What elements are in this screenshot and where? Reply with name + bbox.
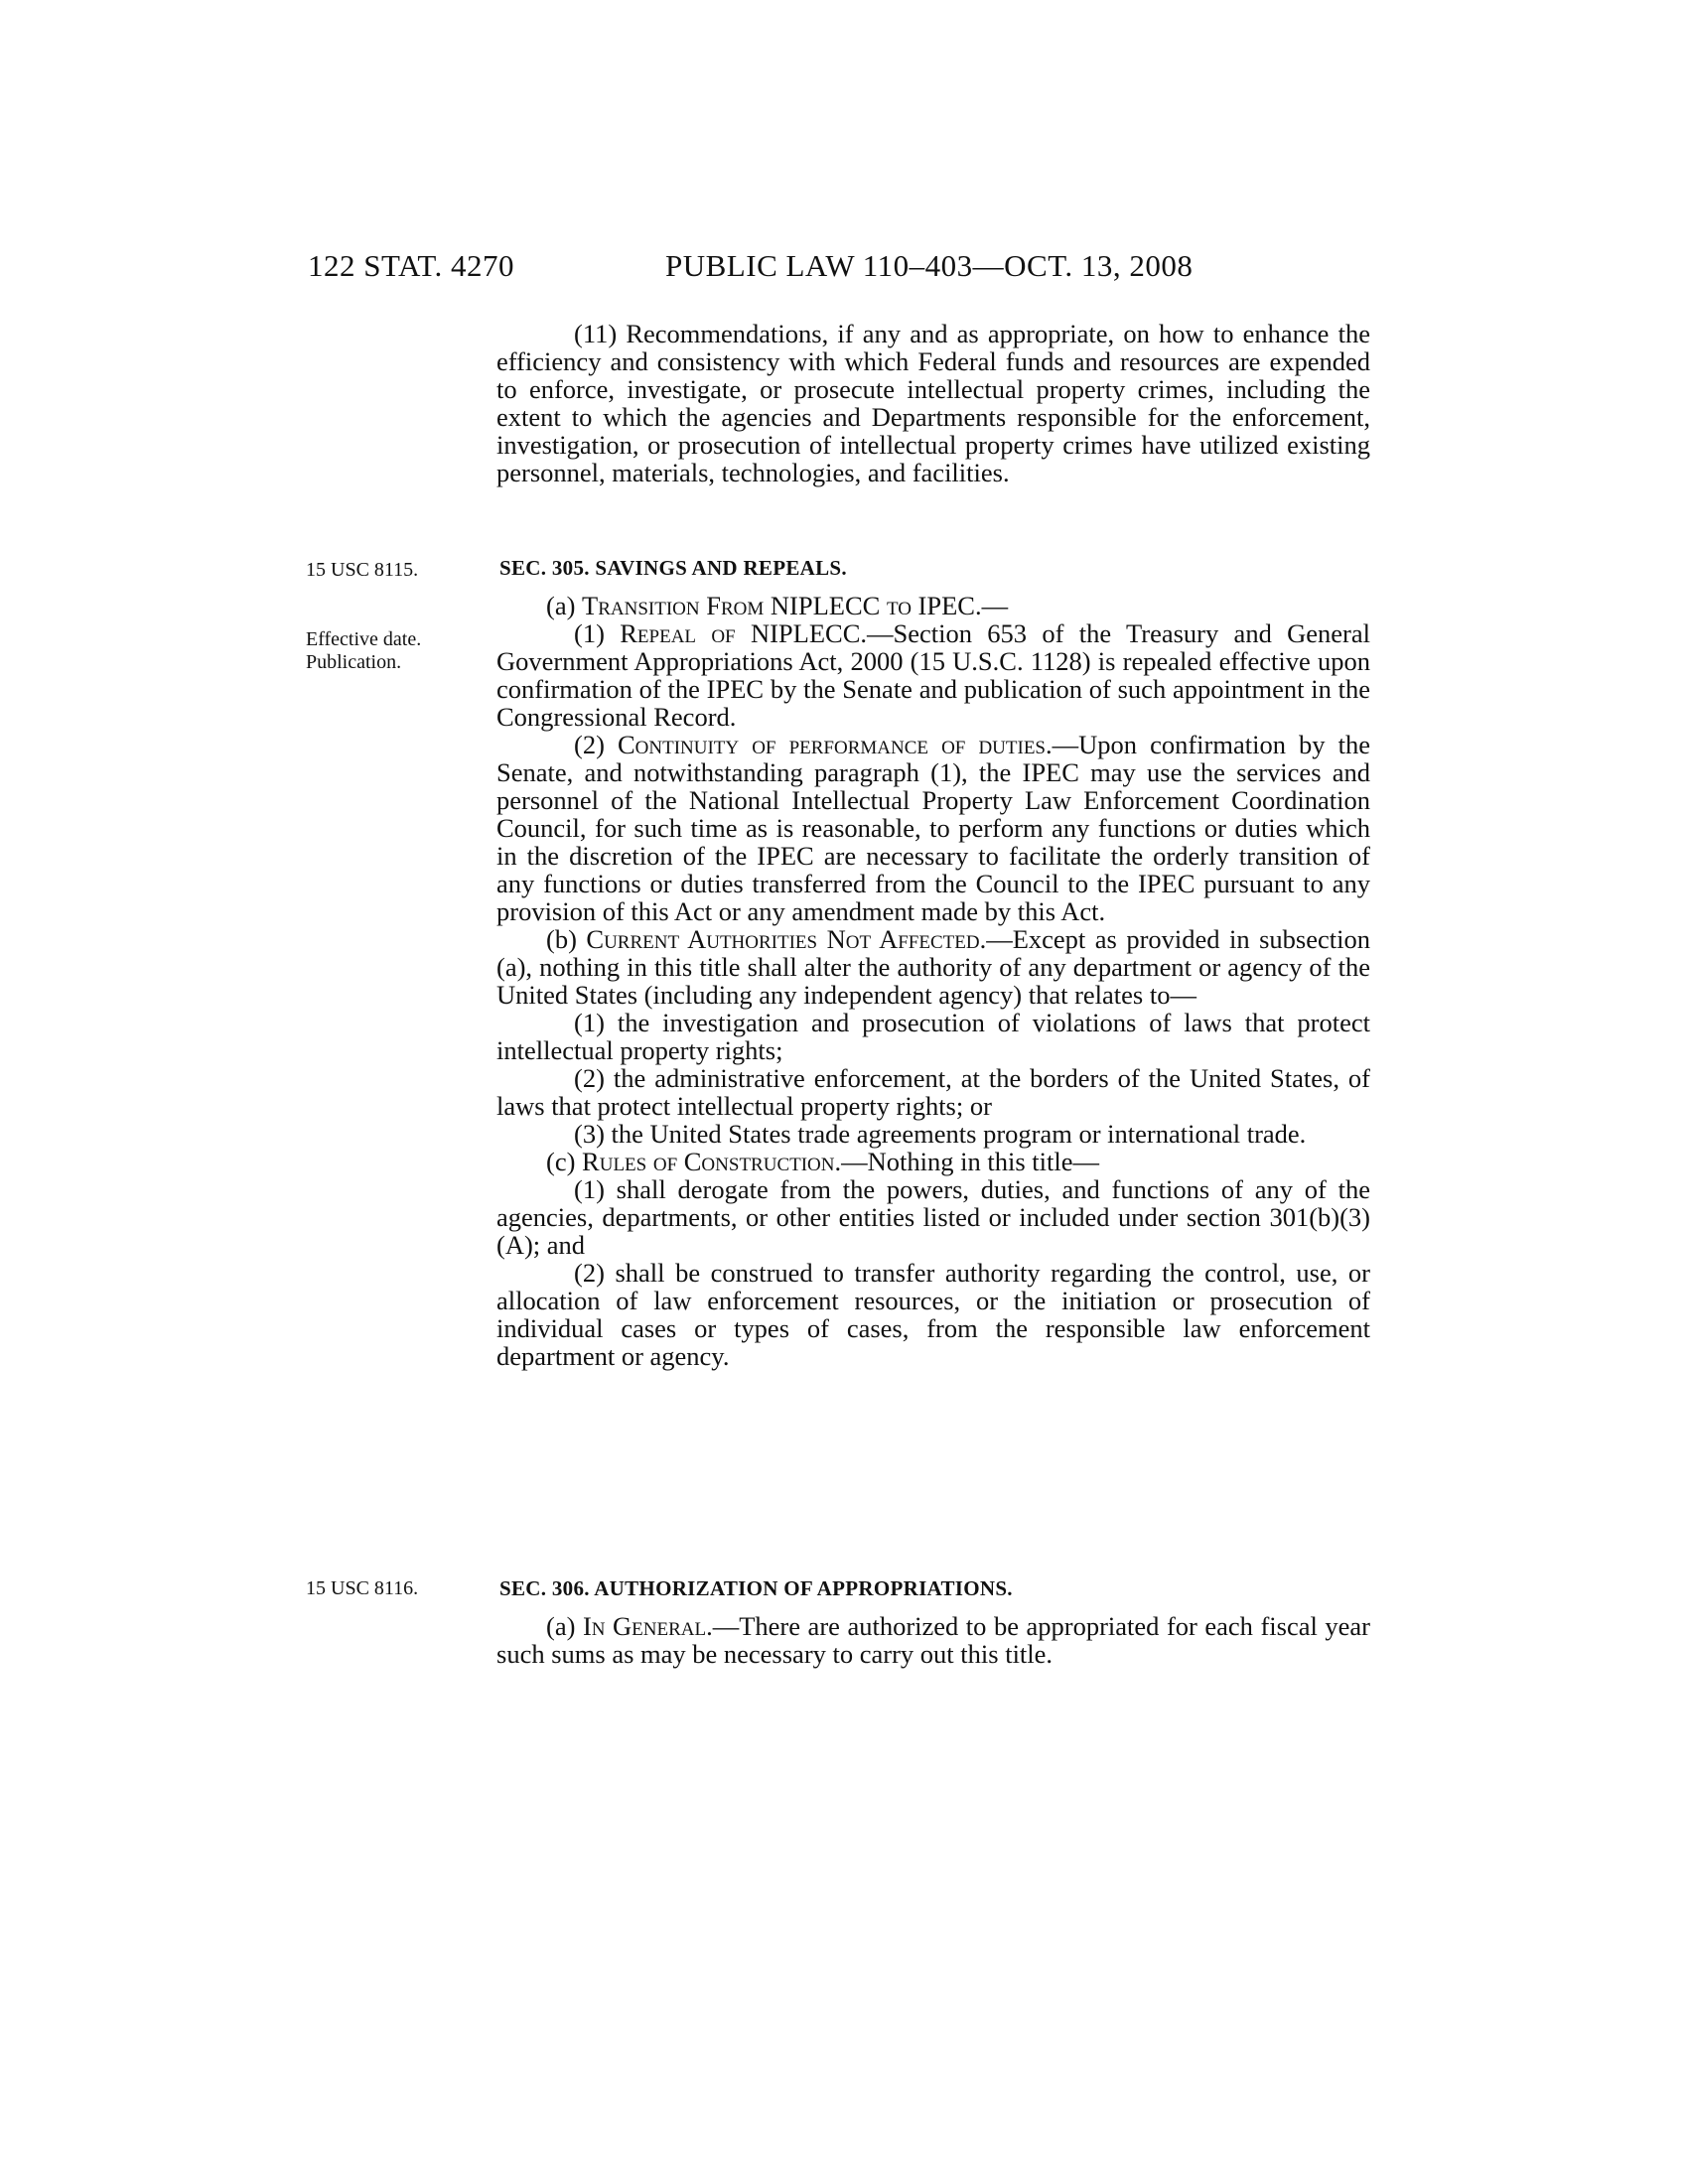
subsection-c-1: (1) shall derogate from the powers, duties, and functions of any of the agencies, departments, or other entities listed or included under section 301(b)(3)(A); and: [496, 1174, 1370, 1260]
section-306-subsection-a: (a) In General.—There are authorized to be appropriated for each fiscal year such sums as may be necessary to carry out this title.: [496, 1611, 1370, 1669]
subsection-b: (b) Current Authorities Not Affected.—Except as provided in subsection (a), nothing in this title shall alter the authority of any department or agency of the United States (including any independent agency) that relates to—: [496, 924, 1370, 1010]
section-305-heading: SEC. 305. SAVINGS AND REPEALS.: [499, 556, 847, 580]
subsection-b-1: (1) the investigation and prosecution of violations of laws that protect intellectual property rights;: [496, 1008, 1370, 1065]
margin-note-effective-date: Effective date.: [306, 628, 422, 650]
subsection-c: (c) Rules of Construction.—Nothing in this title—: [546, 1147, 1099, 1176]
margin-note-publication: Publication.: [306, 651, 402, 673]
subsection-a-2: (2) Continuity of performance of duties.—Upon confirmation by the Senate, and notwithstanding paragraph (1), the IPEC may use the services and personnel of the National Intellectual Property Law Enforcement Coordination Council, for such time as is reasonable, to perform any functions or duties which in the discretion of the IPEC are necessary to facilitate the orderly transition of any functions or duties transferred from the Council to the IPEC pursuant to any provision of this Act or any amendment made by this Act.: [496, 730, 1370, 926]
section-306-heading: SEC. 306. AUTHORIZATION OF APPROPRIATIONS.: [499, 1576, 1013, 1600]
subsection-c-2: (2) shall be construed to transfer authority regarding the control, use, or allocation of law enforcement resources, or the initiation or prosecution of individual cases or types of cases, from the responsible law enforcement department or agency.: [496, 1258, 1370, 1371]
margin-note-usc-8115: 15 USC 8115.: [306, 559, 419, 581]
page-header: [0, 248, 1688, 292]
paragraph-11: (11) Recommendations, if any and as appropriate, on how to enhance the efficiency and consistency with which Federal funds and resources are expended to enforce, investigate, or prosecute intellectual property crimes, including the extent to which the agencies and Departments responsible for the enforcement, investigation, or prosecution of intellectual property crimes have utilized existing personnel, materials, technologies, and facilities.: [496, 319, 1370, 487]
subsection-b-3: (3) the United States trade agreements program or international trade.: [574, 1119, 1307, 1149]
page-title: PUBLIC LAW 110–403—OCT. 13, 2008: [665, 248, 1194, 283]
stat-reference: 122 STAT. 4270: [308, 248, 515, 283]
section-306-body: [496, 1612, 1370, 1668]
margin-note-usc-8116: 15 USC 8116.: [306, 1577, 419, 1599]
subsection-b-2: (2) the administrative enforcement, at the borders of the United States, of laws that protect intellectual property rights; or: [496, 1063, 1370, 1121]
subsection-a-heading: (a) Transition From NIPLECC to IPEC.—: [546, 591, 1009, 620]
subsection-a-1: (1) Repeal of NIPLECC.—Section 653 of the Treasury and General Government Appropriations Act, 2000 (15 U.S.C. 1128) is repealed effective upon confirmation of the IPEC by the Senate and publication of such appointment in the Congressional Record.: [496, 618, 1370, 732]
section-305-body: [496, 592, 1370, 1370]
paragraph-11-block: [496, 320, 1370, 486]
